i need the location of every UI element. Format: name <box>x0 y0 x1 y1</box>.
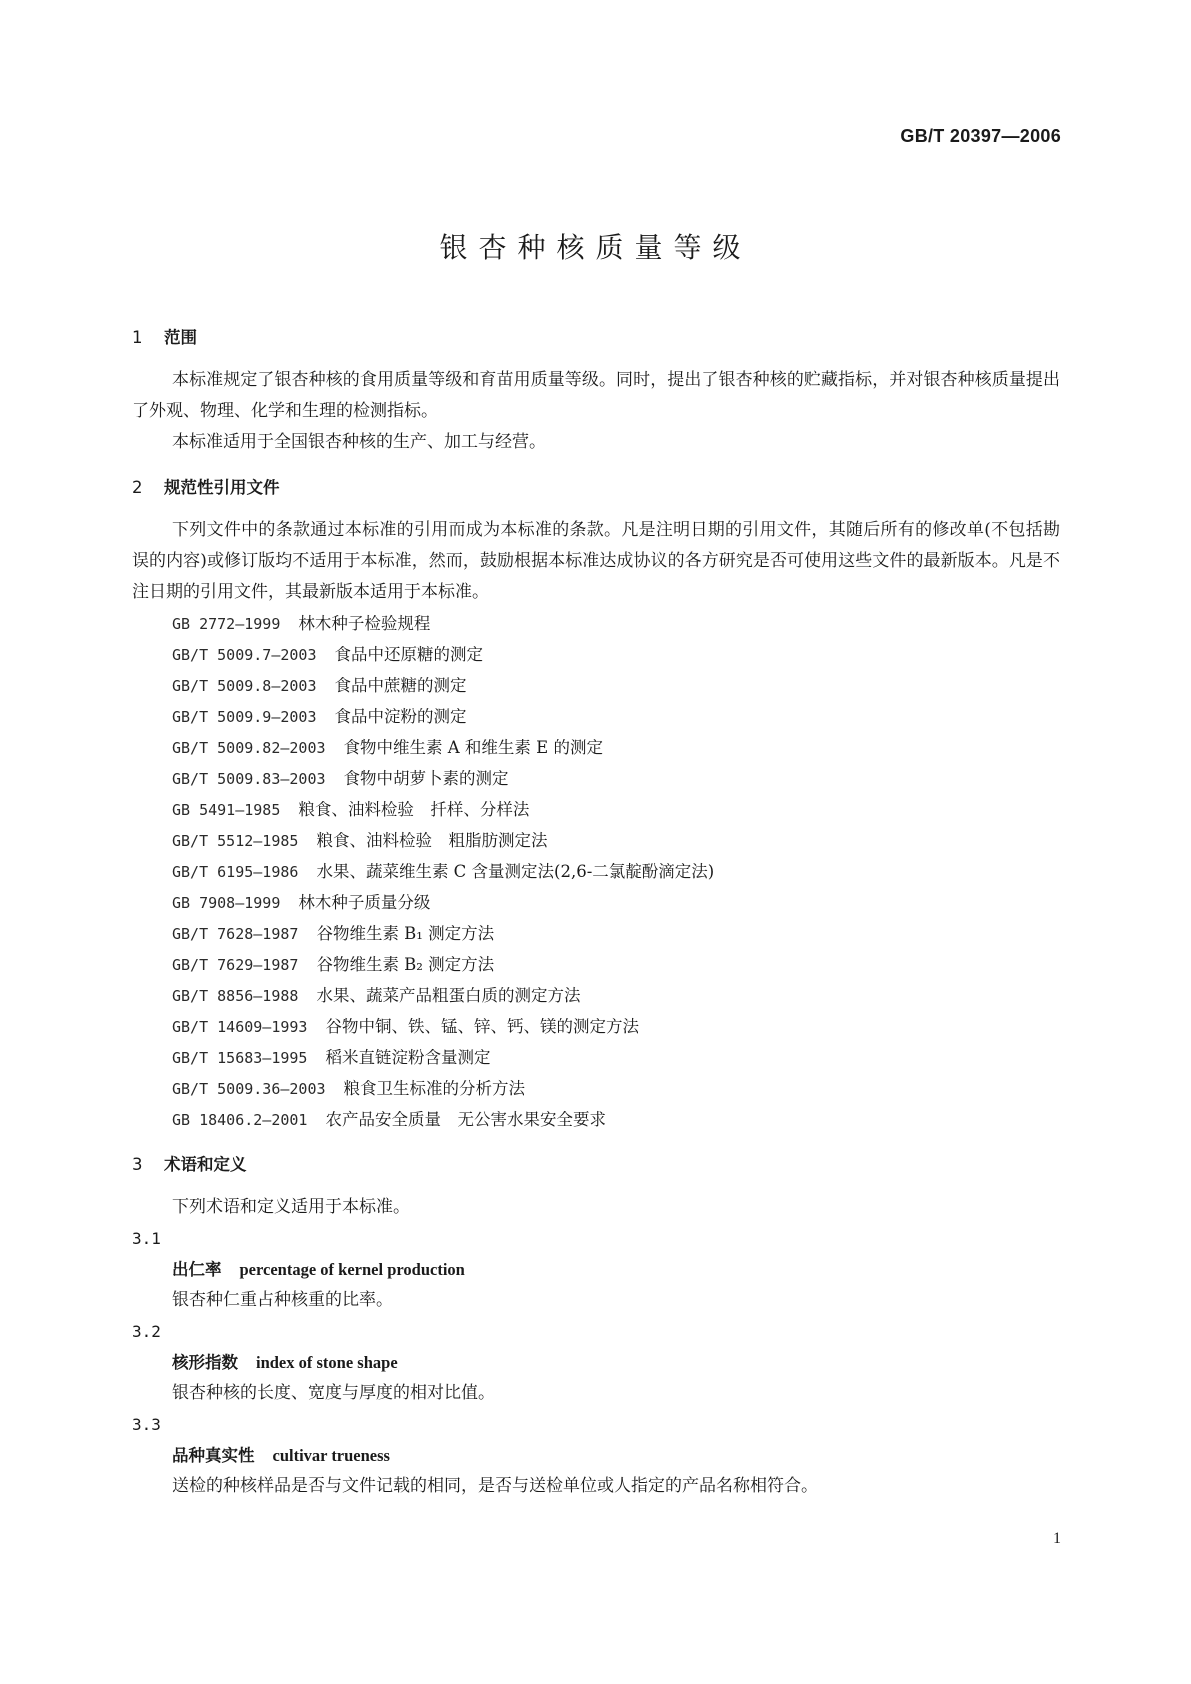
reference-title: 食物中维生素 A 和维生素 E 的测定 <box>343 738 603 757</box>
reference-item <box>132 1011 1060 1042</box>
section-scope <box>132 322 1060 458</box>
reference-code: GB/T 8856—1988 <box>172 987 299 1005</box>
reference-title: 林木种子质量分级 <box>298 893 431 912</box>
reference-item <box>132 763 1060 794</box>
reference-code: GB/T 7628—1987 <box>172 925 299 943</box>
reference-title: 食物中胡萝卜素的测定 <box>343 769 509 788</box>
section-terms-definitions <box>132 1149 1060 1502</box>
reference-title: 粮食、油料检验 扦样、分样法 <box>298 800 530 819</box>
reference-code: GB/T 5009.7—2003 <box>172 646 317 664</box>
document-body <box>132 322 1060 1502</box>
section-number: 1 <box>132 328 143 347</box>
reference-item <box>132 701 1060 732</box>
reference-item <box>132 856 1060 887</box>
reference-title: 林木种子检验规程 <box>298 614 431 633</box>
reference-code: GB/T 14609—1993 <box>172 1018 308 1036</box>
reference-title: 粮食、油料检验 粗脂肪测定法 <box>316 831 548 850</box>
term-entry <box>132 1316 1060 1409</box>
term-chinese: 品种真实性 <box>172 1446 255 1465</box>
section-normative-references <box>132 472 1060 1135</box>
section-title: 范围 <box>164 328 197 347</box>
section-title: 规范性引用文件 <box>164 478 280 497</box>
section-number: 3 <box>132 1155 143 1174</box>
reference-title: 稻米直链淀粉含量测定 <box>325 1048 491 1067</box>
standard-code: GB/T 20397—2006 <box>900 126 1061 146</box>
reference-title: 谷物维生素 B₁ 测定方法 <box>316 924 495 943</box>
reference-item <box>132 918 1060 949</box>
term-english: index of stone shape <box>256 1353 398 1372</box>
reference-item <box>132 794 1060 825</box>
references-intro-paragraph: 下列文件中的条款通过本标准的引用而成为本标准的条款。凡是注明日期的引用文件，其随后所有的修改单(不包括勘误的内容)或修订版均不适用于本标准，然而，鼓励根据本标准达成协议的各方研究是否可使用这些文件的最新版本。凡是不注日期的引用文件，其最新版本适用于本标准。 <box>132 520 1060 602</box>
scope-paragraph-2: 本标准适用于全国银杏种核的生产、加工与经营。 <box>172 432 546 452</box>
reference-code: GB/T 5512—1985 <box>172 832 299 850</box>
reference-code: GB/T 5009.8—2003 <box>172 677 317 695</box>
reference-code: GB 18406.2—2001 <box>172 1111 308 1129</box>
term-number: 3.1 <box>132 1229 161 1248</box>
reference-title: 谷物中铜、铁、锰、锌、钙、镁的测定方法 <box>325 1017 639 1036</box>
reference-item <box>132 670 1060 701</box>
reference-title: 食品中淀粉的测定 <box>334 707 467 726</box>
reference-item <box>132 1104 1060 1135</box>
term-chinese: 出仁率 <box>172 1260 222 1279</box>
term-number: 3.3 <box>132 1415 161 1434</box>
section-title: 术语和定义 <box>164 1155 247 1174</box>
term-entry <box>132 1409 1060 1502</box>
term-entry <box>132 1223 1060 1316</box>
section-heading <box>132 472 1060 503</box>
page-number: 1 <box>1053 1530 1061 1547</box>
reference-item <box>132 732 1060 763</box>
reference-item <box>132 1073 1060 1104</box>
scope-paragraph-1: 本标准规定了银杏种核的食用质量等级和育苗用质量等级。同时，提出了银杏种核的贮藏指标，并对银杏种核质量提出了外观、物理、化学和生理的检测指标。 <box>132 370 1060 421</box>
reference-title: 食品中还原糖的测定 <box>334 645 483 664</box>
reference-title: 水果、蔬菜维生素 C 含量测定法(2,6-二氯靛酚滴定法) <box>316 862 715 881</box>
document-title: 银杏种核质量等级 <box>439 231 752 264</box>
reference-code: GB/T 5009.9—2003 <box>172 708 317 726</box>
reference-title: 农产品安全质量 无公害水果安全要求 <box>325 1110 606 1129</box>
reference-item <box>132 980 1060 1011</box>
reference-item <box>132 825 1060 856</box>
term-english: percentage of kernel production <box>239 1260 465 1279</box>
reference-title: 粮食卫生标准的分析方法 <box>343 1079 526 1098</box>
terms-intro: 下列术语和定义适用于本标准。 <box>172 1197 410 1217</box>
term-english: cultivar trueness <box>272 1446 390 1465</box>
reference-code: GB/T 5009.83—2003 <box>172 770 326 788</box>
reference-code: GB 2772—1999 <box>172 615 281 633</box>
section-heading <box>132 1149 1060 1180</box>
reference-item <box>132 949 1060 980</box>
reference-list <box>132 608 1060 1135</box>
term-number: 3.2 <box>132 1322 161 1341</box>
reference-code: GB/T 7629—1987 <box>172 956 299 974</box>
term-heading <box>132 1254 1060 1285</box>
reference-code: GB/T 5009.82—2003 <box>172 739 326 757</box>
reference-code: GB 5491—1985 <box>172 801 281 819</box>
reference-code: GB/T 5009.36—2003 <box>172 1080 326 1098</box>
term-definition: 银杏种核的长度、宽度与厚度的相对比值。 <box>172 1383 495 1403</box>
term-heading <box>132 1440 1060 1471</box>
term-definition: 送检的种核样品是否与文件记载的相同，是否与送检单位或人指定的产品名称相符合。 <box>172 1476 818 1496</box>
section-heading <box>132 322 1060 353</box>
reference-code: GB 7908—1999 <box>172 894 281 912</box>
reference-code: GB/T 6195—1986 <box>172 863 299 881</box>
reference-title: 食品中蔗糖的测定 <box>334 676 467 695</box>
term-heading <box>132 1347 1060 1378</box>
reference-title: 谷物维生素 B₂ 测定方法 <box>316 955 495 974</box>
section-number: 2 <box>132 478 143 497</box>
reference-item <box>132 1042 1060 1073</box>
reference-code: GB/T 15683—1995 <box>172 1049 308 1067</box>
reference-item <box>132 608 1060 639</box>
term-definition: 银杏种仁重占种核重的比率。 <box>172 1290 393 1310</box>
reference-item <box>132 887 1060 918</box>
term-chinese: 核形指数 <box>172 1353 238 1372</box>
reference-item <box>132 639 1060 670</box>
reference-title: 水果、蔬菜产品粗蛋白质的测定方法 <box>316 986 581 1005</box>
